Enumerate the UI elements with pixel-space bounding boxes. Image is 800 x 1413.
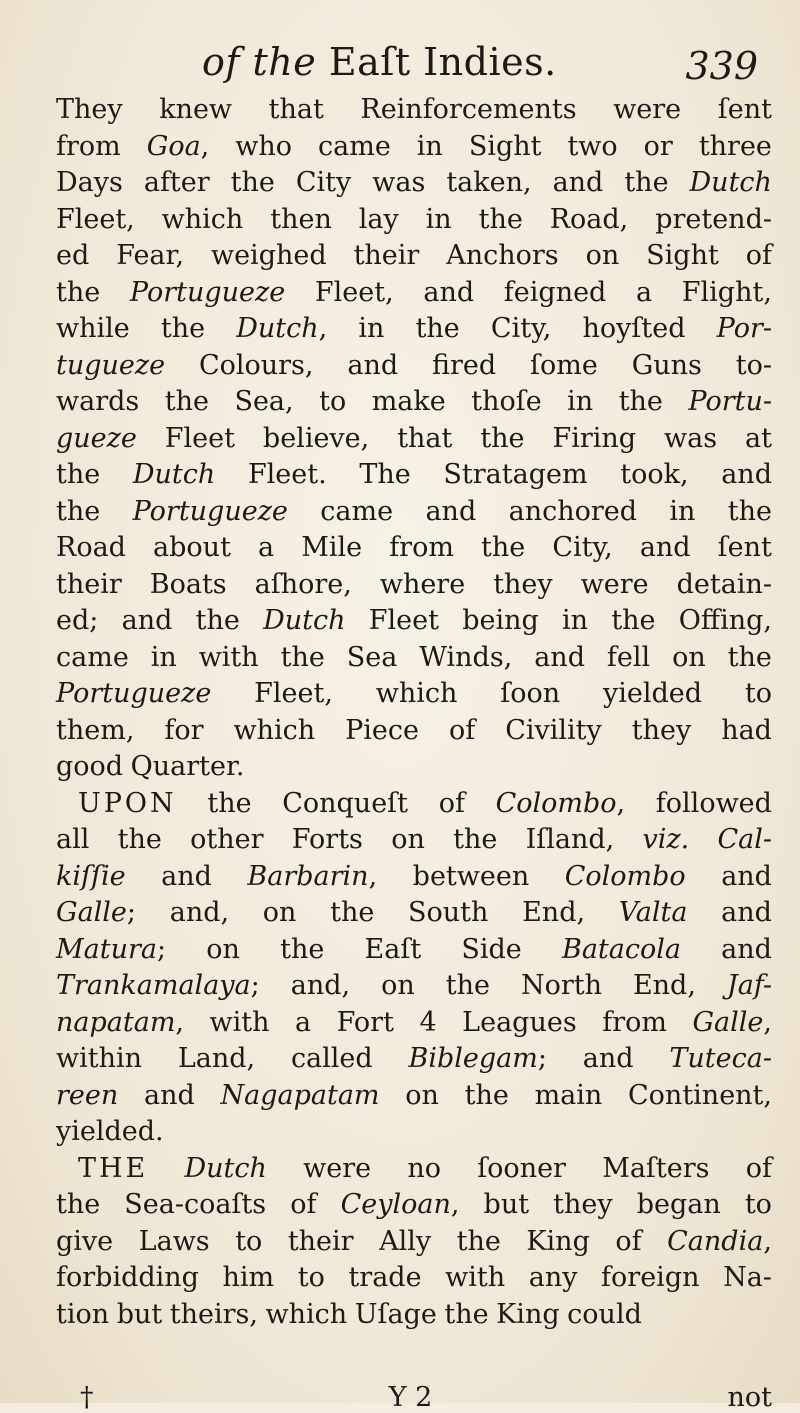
text-line: Matura; on the Eaſt Side Batacola and [56, 933, 772, 965]
text-line: all the other Forts on the Iſland, viz. Cal- [56, 824, 772, 855]
text-line: the Dutch Fleet. The Stratagem took, and [56, 459, 772, 490]
text-line: Days after the City was taken, and the Dutch [56, 167, 772, 198]
text-line: tugueze Colours, and fired ſome Guns to- [56, 349, 772, 381]
text-line: THE Dutch were no ſooner Maſters of [78, 1152, 772, 1184]
page-header [60, 30, 760, 90]
text-line: Portugueze Fleet, which ſoon yielded to [56, 678, 772, 709]
signature-mark: † [80, 1382, 94, 1413]
text-line: napatam, with a Fort 4 Leagues from Galle, [56, 1006, 772, 1038]
text-line: UPON the Conqueſt of Colombo, followed [78, 787, 772, 819]
signature: Y 2 [388, 1382, 433, 1413]
text-line: the Portugueze came and anchored in the [56, 495, 772, 527]
text-line: from Goa, who came in Sight two or three [56, 130, 772, 162]
running-head [202, 40, 557, 84]
text-line: their Boats aſhore, where they were detain- [56, 568, 772, 600]
text-line: yielded. [56, 1116, 164, 1147]
text-line: the Sea-coaſts of Ceyloan, but they began to [56, 1189, 772, 1220]
text-line: within Land, called Biblegam; and Tuteca- [56, 1043, 772, 1074]
text-line: good Quarter. [56, 751, 245, 782]
text-line: Road about a Mile from the City, and ſent [56, 532, 772, 563]
text-line: Trankamalaya; and, on the North End, Jaf- [56, 970, 772, 1001]
text-line: ed Fear, weighed their Anchors on Sight of [56, 240, 772, 271]
page-footer [56, 1382, 772, 1413]
text-line: give Laws to their Ally the King of Candia, [56, 1225, 772, 1257]
running-head-italic: of the [202, 40, 317, 84]
text-line: came in with the Sea Winds, and fell on the [56, 641, 772, 673]
text-line: Fleet, which then lay in the Road, pretend- [56, 203, 772, 235]
text-line: the Portugueze Fleet, and feigned a Flight, [56, 276, 772, 308]
text-line: tion but theirs, which Uſage the King could [56, 1298, 642, 1330]
text-line: wards the Sea, to make thoſe in the Portu- [56, 386, 772, 417]
text-line: kiſſie and Barbarin, between Colombo and [56, 860, 772, 892]
text-line: forbidding him to trade with any foreign Na- [56, 1262, 772, 1293]
text-line: gueze Fleet believe, that the Firing was at [56, 422, 772, 454]
text-line: Galle; and, on the South End, Valta and [56, 897, 772, 928]
text-line: while the Dutch, in the City, hoyſted Por- [56, 313, 772, 344]
text-line: ed; and the Dutch Fleet being in the Offing, [56, 605, 772, 636]
text-line: reen and Nagapatam on the main Continent, [56, 1079, 772, 1111]
page-number: 339 [685, 44, 758, 88]
text-line: They knew that Reinforcements were ſent [56, 94, 772, 125]
catchword: not [727, 1382, 772, 1413]
running-head-roman: Eaſt Indies. [328, 40, 557, 84]
text-line: them, for which Piece of Civility they had [56, 714, 772, 746]
body-text [56, 92, 772, 1333]
